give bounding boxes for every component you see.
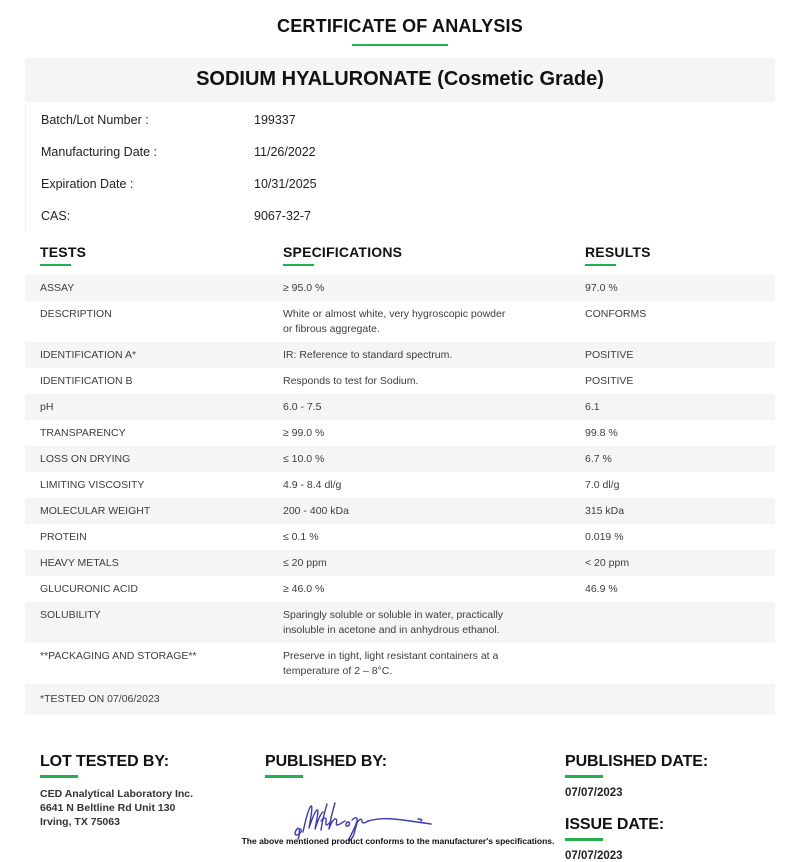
info-label: Batch/Lot Number : — [41, 113, 149, 127]
test-name-cell: LOSS ON DRYING — [40, 453, 131, 465]
table-row — [25, 643, 775, 684]
test-name-cell: HEAVY METALS — [40, 557, 119, 569]
test-name-cell: PROTEIN — [40, 531, 87, 543]
column-header-tests-label: TESTS — [40, 244, 87, 260]
result-cell: CONFORMS — [585, 308, 647, 320]
table-row — [25, 368, 775, 394]
green-underline — [40, 264, 71, 266]
specification-cell: ≤ 0.1 % — [283, 531, 319, 543]
results-table-header — [25, 244, 775, 275]
info-row — [26, 168, 775, 200]
results-table-body — [25, 275, 775, 715]
test-name-cell: IDENTIFICATION A* — [40, 349, 137, 361]
green-underline — [565, 775, 603, 778]
table-row — [25, 394, 775, 420]
specification-cell: ≤ 10.0 % — [283, 453, 325, 465]
result-cell: 315 kDa — [585, 505, 625, 517]
specification-cell: ≥ 99.0 % — [283, 427, 325, 439]
info-value: 11/26/2022 — [254, 145, 316, 159]
issue-date-value: 07/07/2023 — [565, 850, 623, 862]
column-header-results — [570, 244, 775, 275]
info-value: 9067-32-7 — [254, 209, 311, 223]
laboratory-address — [40, 787, 265, 829]
table-row — [25, 301, 775, 342]
page-title: CERTIFICATE OF ANALYSIS — [277, 16, 523, 36]
info-row — [26, 136, 775, 168]
info-label: CAS: — [41, 209, 71, 223]
result-cell: 6.1 — [585, 401, 600, 413]
address-line: Irving, TX 75063 — [40, 816, 120, 828]
signature-image — [290, 792, 440, 840]
lot-tested-by-heading: LOT TESTED BY: — [40, 753, 169, 770]
table-row — [25, 524, 775, 550]
table-row — [25, 342, 775, 368]
green-underline — [283, 264, 314, 266]
specification-cell: ≥ 95.0 % — [283, 282, 325, 294]
test-name-cell: LIMITING VISCOSITY — [40, 479, 145, 491]
specification-cell: ≥ 46.0 % — [283, 583, 325, 595]
table-row — [25, 550, 775, 576]
tested-on-row — [25, 684, 775, 715]
test-name-cell: SOLUBILITY — [40, 609, 101, 621]
green-underline — [40, 775, 78, 778]
column-header-results-label: RESULTS — [585, 244, 651, 260]
results-table — [25, 244, 775, 715]
green-underline — [585, 264, 616, 266]
specification-cell: Sparingly soluble or soluble in water, practically insoluble in acetone and in anhydrous ethanol. — [283, 609, 504, 636]
published-date-value: 07/07/2023 — [565, 787, 623, 799]
test-name-cell: TRANSPARENCY — [40, 427, 126, 439]
result-cell — [570, 643, 775, 684]
published-date-group — [565, 753, 775, 799]
header-row — [25, 244, 775, 275]
address-line: 6641 N Beltline Rd Unit 130 — [40, 802, 176, 814]
specification-cell: Responds to test for Sodium. — [283, 375, 419, 387]
info-label: Manufacturing Date : — [41, 145, 158, 159]
specification-cell: 200 - 400 kDa — [283, 505, 349, 517]
title-green-underline — [352, 44, 448, 46]
result-cell: 99.8 % — [585, 427, 618, 439]
result-cell: 7.0 dl/g — [585, 479, 620, 491]
specification-cell: ≤ 20 ppm — [283, 557, 327, 569]
result-cell: 97.0 % — [585, 282, 618, 294]
result-cell: 0.019 % — [585, 531, 624, 543]
product-banner — [25, 58, 775, 102]
specification-cell: IR: Reference to standard spectrum. — [283, 349, 453, 361]
result-cell: 46.9 % — [585, 583, 618, 595]
info-label: Expiration Date : — [41, 177, 134, 191]
info-row — [26, 104, 775, 136]
batch-info-section — [25, 104, 775, 232]
title-section — [25, 0, 775, 46]
green-underline — [265, 775, 303, 778]
info-value: 10/31/2025 — [254, 177, 317, 191]
result-cell: POSITIVE — [585, 375, 634, 387]
conformity-footnote: The above mentioned product conforms to the manufacturer's specifications. — [241, 836, 555, 846]
test-name-cell: GLUCURONIC ACID — [40, 583, 139, 595]
specification-cell: 6.0 - 7.5 — [283, 401, 322, 413]
test-name-cell: **PACKAGING AND STORAGE** — [40, 650, 197, 662]
table-row — [25, 602, 775, 643]
column-header-tests — [25, 244, 268, 275]
table-row — [25, 498, 775, 524]
published-by-heading: PUBLISHED BY: — [265, 753, 387, 770]
table-row — [25, 420, 775, 446]
info-row — [26, 200, 775, 232]
address-line: CED Analytical Laboratory Inc. — [40, 788, 194, 800]
result-cell: POSITIVE — [585, 349, 634, 361]
table-row — [25, 275, 775, 301]
product-name: SODIUM HYALURONATE (Cosmetic Grade) — [196, 68, 604, 90]
test-name-cell: DESCRIPTION — [40, 308, 112, 320]
result-cell: 6.7 % — [585, 453, 612, 465]
specification-cell: 4.9 - 8.4 dl/g — [283, 479, 342, 491]
tested-on-note: *TESTED ON 07/06/2023 — [40, 693, 160, 705]
result-cell: < 20 ppm — [585, 557, 630, 569]
test-name-cell: IDENTIFICATION B — [40, 375, 133, 387]
issue-date-heading: ISSUE DATE: — [565, 816, 665, 833]
result-cell — [570, 602, 775, 643]
published-date-heading: PUBLISHED DATE: — [565, 753, 709, 770]
info-value: 199337 — [254, 113, 296, 127]
column-header-specifications — [268, 244, 570, 275]
table-row — [25, 446, 775, 472]
test-name-cell: ASSAY — [40, 282, 75, 294]
table-row — [25, 472, 775, 498]
test-name-cell: pH — [40, 401, 54, 413]
table-row — [25, 576, 775, 602]
specification-cell: White or almost white, very hygroscopic powder or fibrous aggregate. — [283, 308, 506, 335]
test-name-cell: MOLECULAR WEIGHT — [40, 505, 151, 517]
specification-cell: Preserve in tight, light resistant containers at a temperature of 2 – 8°C. — [283, 650, 499, 677]
column-header-specifications-label: SPECIFICATIONS — [283, 244, 403, 260]
